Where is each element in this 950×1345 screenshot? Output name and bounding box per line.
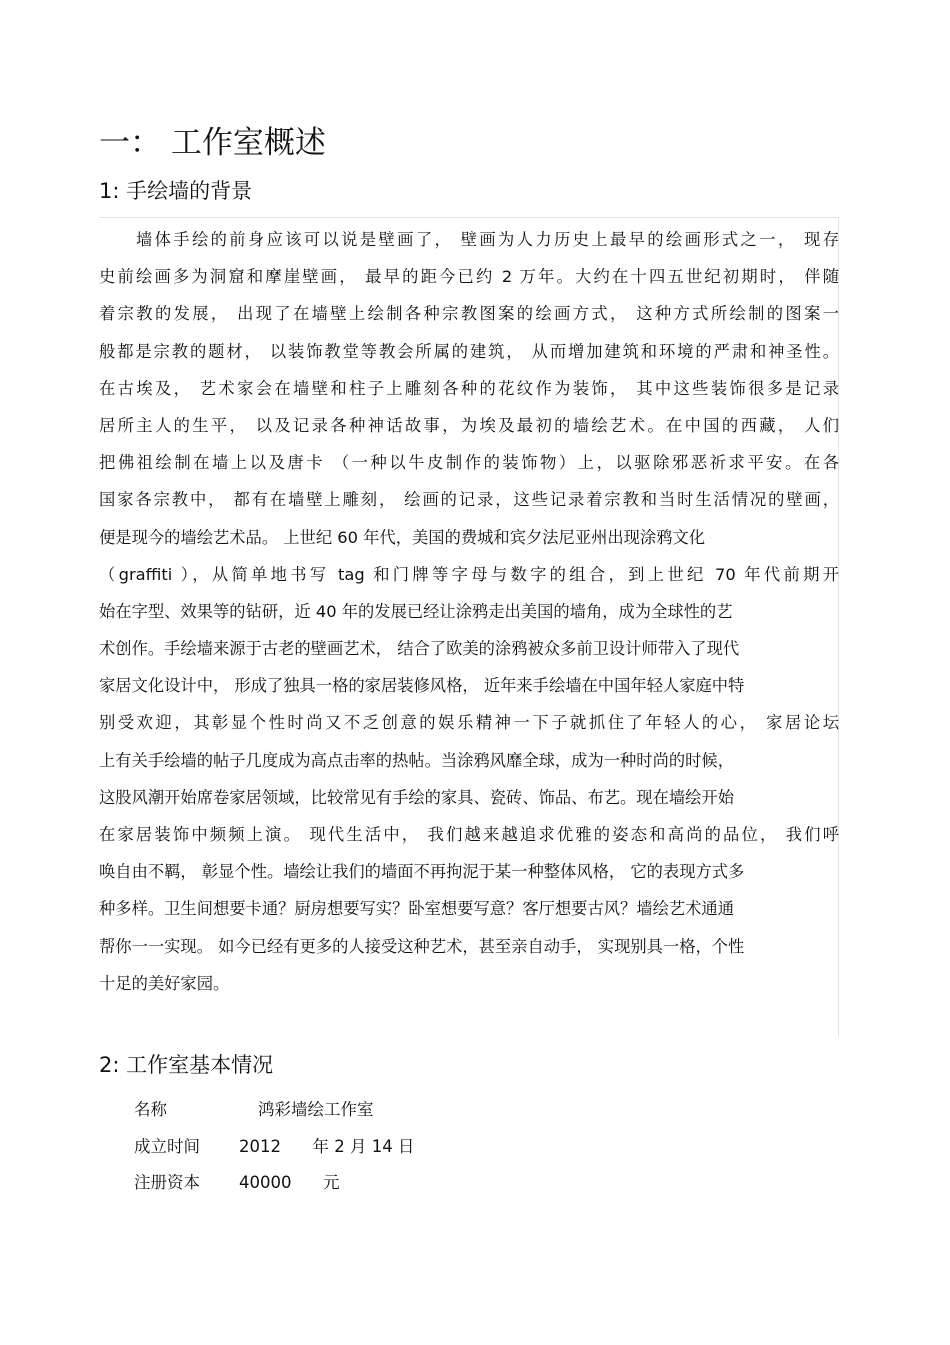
info-label: 成立时间 — [134, 1136, 200, 1156]
paragraph-line: 种多样。卫生间想要卡通？厨房想要写实？卧室想要写意？客厅想要古风？墙绘艺术通通 — [99, 899, 734, 919]
background-paragraph — [99, 221, 839, 1002]
info-value: 40000 元 — [239, 1173, 340, 1192]
text-frame-top-border — [99, 217, 839, 218]
paragraph-line: 史前绘画多为洞窟和摩崖壁画， 最早的距今已约 2 万年。大约在十四五世纪初期时， 伴随 — [99, 267, 839, 287]
paragraph-line: 始在字型、效果等的钻研，近 40 年的发展已经让涂鸦走出美国的墙角，成为全球性的艺 — [99, 601, 733, 621]
paragraph-line: 术创作。手绘墙来源于古老的壁画艺术， 结合了欧美的涂鸦被众多前卫设计师带入了现代 — [99, 639, 740, 659]
paragraph-line: 这股风潮开始席卷家居领域，比较常见有手绘的家具、瓷砖、饰品、布艺。现在墙绘开始 — [99, 787, 734, 807]
subsection-heading-background: 1: 手绘墙的背景 — [99, 179, 253, 203]
paragraph-line: 家居文化设计中， 形成了独具一格的家居装修风格， 近年来手绘墙在中国年轻人家庭中特 — [99, 676, 745, 696]
info-label: 名称 — [134, 1100, 167, 1119]
paragraph-line: （graffiti ），从简单地书写 tag 和门牌等字母与数字的组合，到上世纪 70 年代前期开 — [99, 564, 839, 584]
paragraph-line: 十足的美好家园。 — [99, 973, 230, 993]
paragraph-line: 便是现今的墙绘艺术品。 上世纪 60 年代，美国的费城和宾夕法尼亚州出现涂鸦文化 — [99, 527, 706, 547]
paragraph-line: 在古埃及， 艺术家会在墙壁和柱子上雕刻各种的花纹作为装饰， 其中这些装饰很多是记录 — [99, 378, 839, 398]
paragraph-line: 墙体手绘的前身应该可以说是壁画了， 壁画为人力历史上最早的绘画形式之一， 现存 — [136, 230, 839, 249]
info-value: 鸿彩墙绘工作室 — [258, 1100, 374, 1119]
paragraph-line: 上有关手绘墙的帖子几度成为高点击率的热帖。当涂鸦风靡全球，成为一种时尚的时候， — [99, 750, 734, 770]
paragraph-line: 居所主人的生平， 以及记录各种神话故事，为埃及最初的墙绘艺术。在中国的西藏， 人们 — [99, 415, 839, 435]
paragraph-line: 国家各宗教中， 都有在墙壁上雕刻， 绘画的记录，这些记录着宗教和当时生活情况的壁画， — [99, 490, 839, 510]
info-value: 2012 年 2 月 14 日 — [239, 1136, 415, 1156]
paragraph-line: 在家居装饰中频频上演。 现代生活中， 我们越来越追求优雅的姿态和高尚的品位， 我们呼 — [99, 825, 839, 844]
paragraph-line: 把佛祖绘制在墙上以及唐卡 （一种以牛皮制作的装饰物）上，以驱除邪恶祈求平安。在各 — [99, 453, 839, 473]
section-heading: 一： 工作室概述 — [99, 125, 326, 161]
paragraph-line: 别受欢迎，其彰显个性时尚又不乏创意的娱乐精神一下子就抓住了年轻人的心， 家居论坛 — [99, 713, 839, 733]
paragraph-line: 唤自由不羁， 彰显个性。墙绘让我们的墙面不再拘泥于某一种整体风格， 它的表现方式多 — [99, 862, 745, 882]
subsection-heading-basic-info: 2: 工作室基本情况 — [99, 1053, 274, 1077]
paragraph-line: 帮你一一实现。 如今已经有更多的人接受这种艺术，甚至亲自动手， 实现别具一格，个性 — [99, 936, 745, 956]
paragraph-line: 着宗教的发展， 出现了在墙壁上绘制各种宗教图案的绘画方式， 这种方式所绘制的图案一 — [99, 304, 839, 324]
paragraph-line: 般都是宗教的题材， 以装饰教堂等教会所属的建筑， 从而增加建筑和环境的严肃和神圣性。 — [99, 341, 839, 361]
info-label: 注册资本 — [134, 1173, 200, 1192]
